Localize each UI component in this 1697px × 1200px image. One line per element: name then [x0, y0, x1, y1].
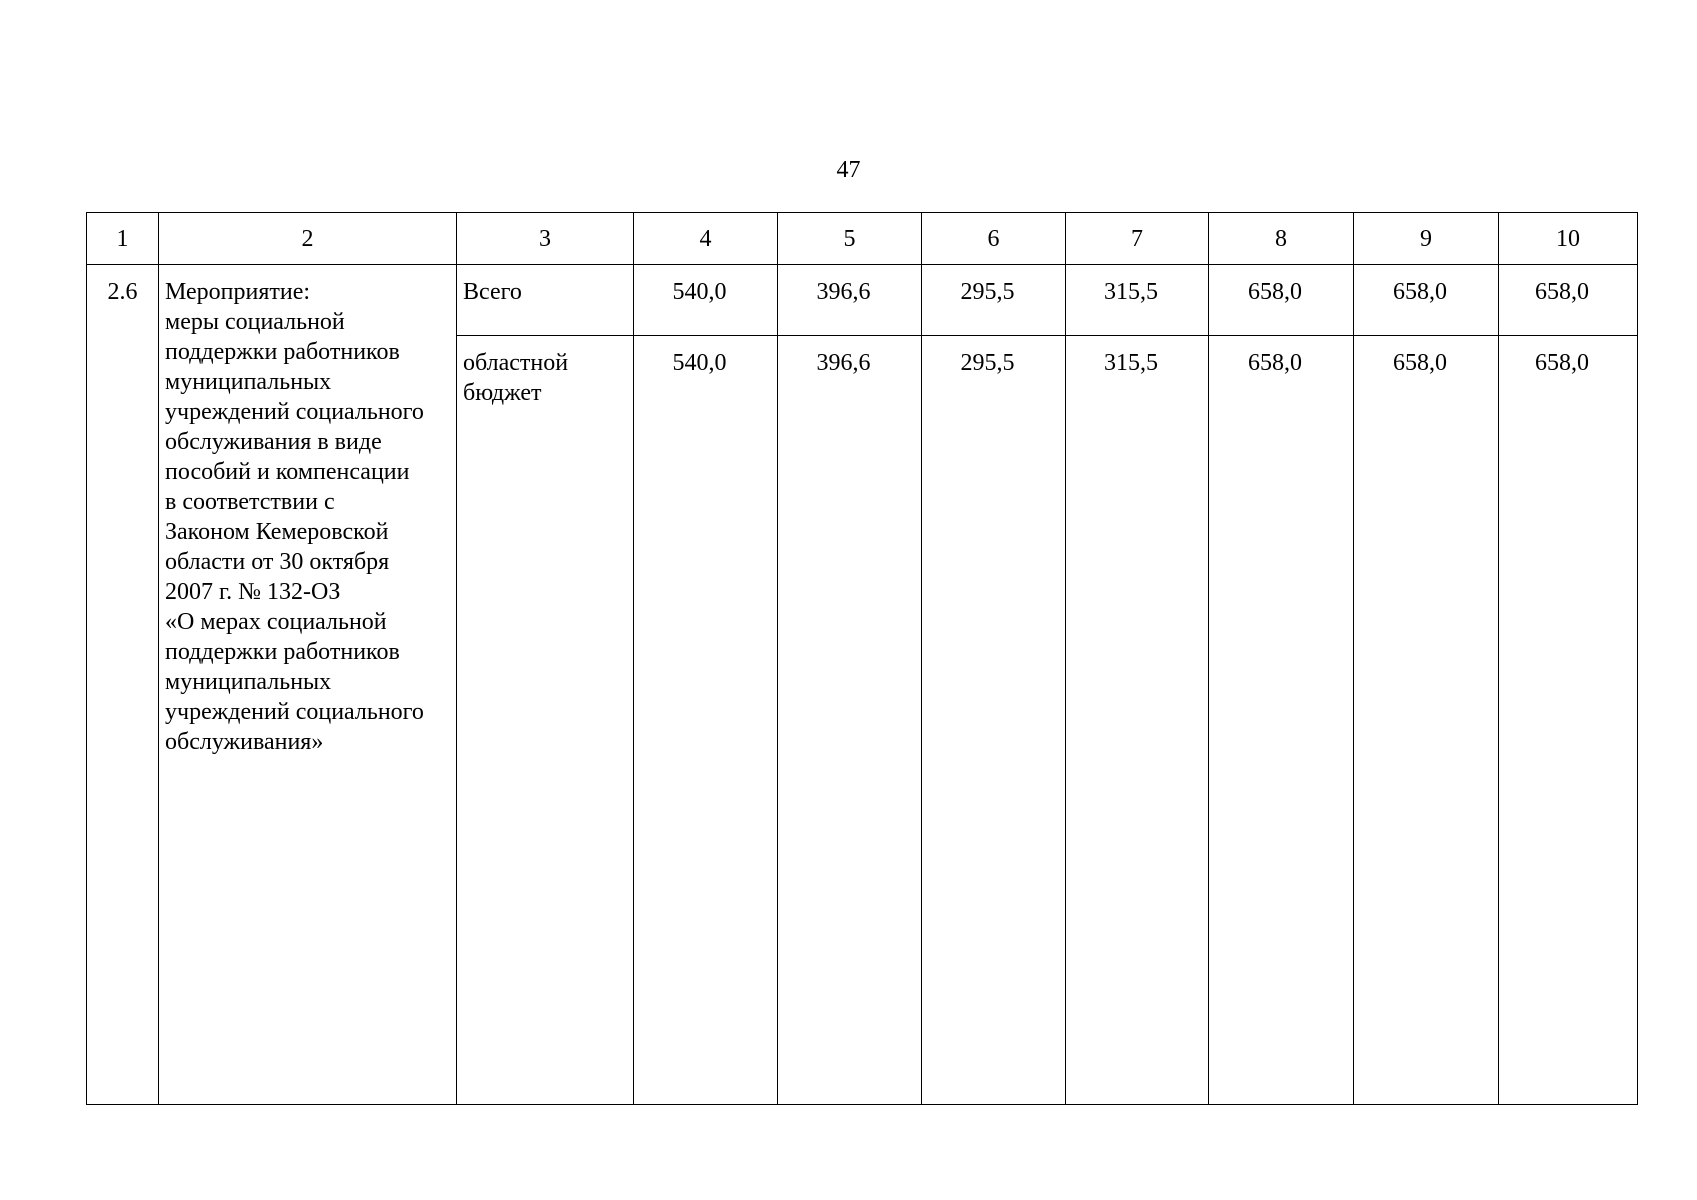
column-number-header: 3: [457, 213, 634, 265]
funding-source-total: [457, 265, 634, 336]
column-number-header: 7: [1066, 213, 1209, 265]
row-number: 2.6: [87, 265, 159, 1105]
description-line: пособий и компенсации: [165, 459, 410, 485]
description-line: учреждений социального: [165, 399, 424, 425]
value-cell: 658,0: [1499, 336, 1638, 1105]
description-line: муниципальных: [165, 369, 332, 395]
value-cell: 658,0: [1209, 265, 1354, 336]
description-line: «О мерах социальной: [165, 609, 387, 635]
column-number-header: 2: [159, 213, 457, 265]
value-cell: 315,5: [1066, 336, 1209, 1105]
description-line: обслуживания»: [165, 729, 324, 755]
description-line: 2007 г. № 132-ОЗ: [165, 579, 341, 605]
description-line: учреждений социального: [165, 699, 424, 725]
column-number-header: 10: [1499, 213, 1638, 265]
column-number-header: 4: [634, 213, 778, 265]
value-cell: 658,0: [1499, 265, 1638, 336]
value-cell: 315,5: [1066, 265, 1209, 336]
funding-source-label: бюджет: [463, 380, 542, 406]
value-cell: 540,0: [634, 265, 778, 336]
description-line: поддержки работников: [165, 639, 400, 665]
description-line: поддержки работников: [165, 339, 400, 365]
column-number-header: 9: [1354, 213, 1499, 265]
description-line: меры социальной: [165, 309, 345, 335]
column-number-header: 5: [778, 213, 922, 265]
value-cell: 658,0: [1354, 336, 1499, 1105]
funding-source-label: областной: [463, 350, 569, 376]
description-line: в соответствии с: [165, 489, 335, 515]
page-number: 47: [836, 157, 861, 183]
table-row-total: [87, 265, 1638, 336]
description-line: области от 30 октября: [165, 549, 390, 575]
column-number-header: 8: [1209, 213, 1354, 265]
table-header-row: [87, 213, 1638, 265]
description-line: обслуживания в виде: [165, 429, 382, 455]
description-line: Законом Кемеровской: [165, 519, 389, 545]
value-cell: 658,0: [1209, 336, 1354, 1105]
funding-source-regional: [457, 336, 634, 1105]
description-line: Мероприятие:: [165, 279, 311, 305]
value-cell: 295,5: [922, 265, 1066, 336]
value-cell: 396,6: [778, 336, 922, 1105]
measure-description: [159, 265, 457, 1105]
description-line: муниципальных: [165, 669, 332, 695]
value-cell: 396,6: [778, 265, 922, 336]
value-cell: 295,5: [922, 336, 1066, 1105]
value-cell: 658,0: [1354, 265, 1499, 336]
funding-source-label: Всего: [463, 279, 522, 305]
column-number-header: 6: [922, 213, 1066, 265]
column-number-header: 1: [87, 213, 159, 265]
value-cell: 540,0: [634, 336, 778, 1105]
funding-table: [86, 212, 1638, 1105]
